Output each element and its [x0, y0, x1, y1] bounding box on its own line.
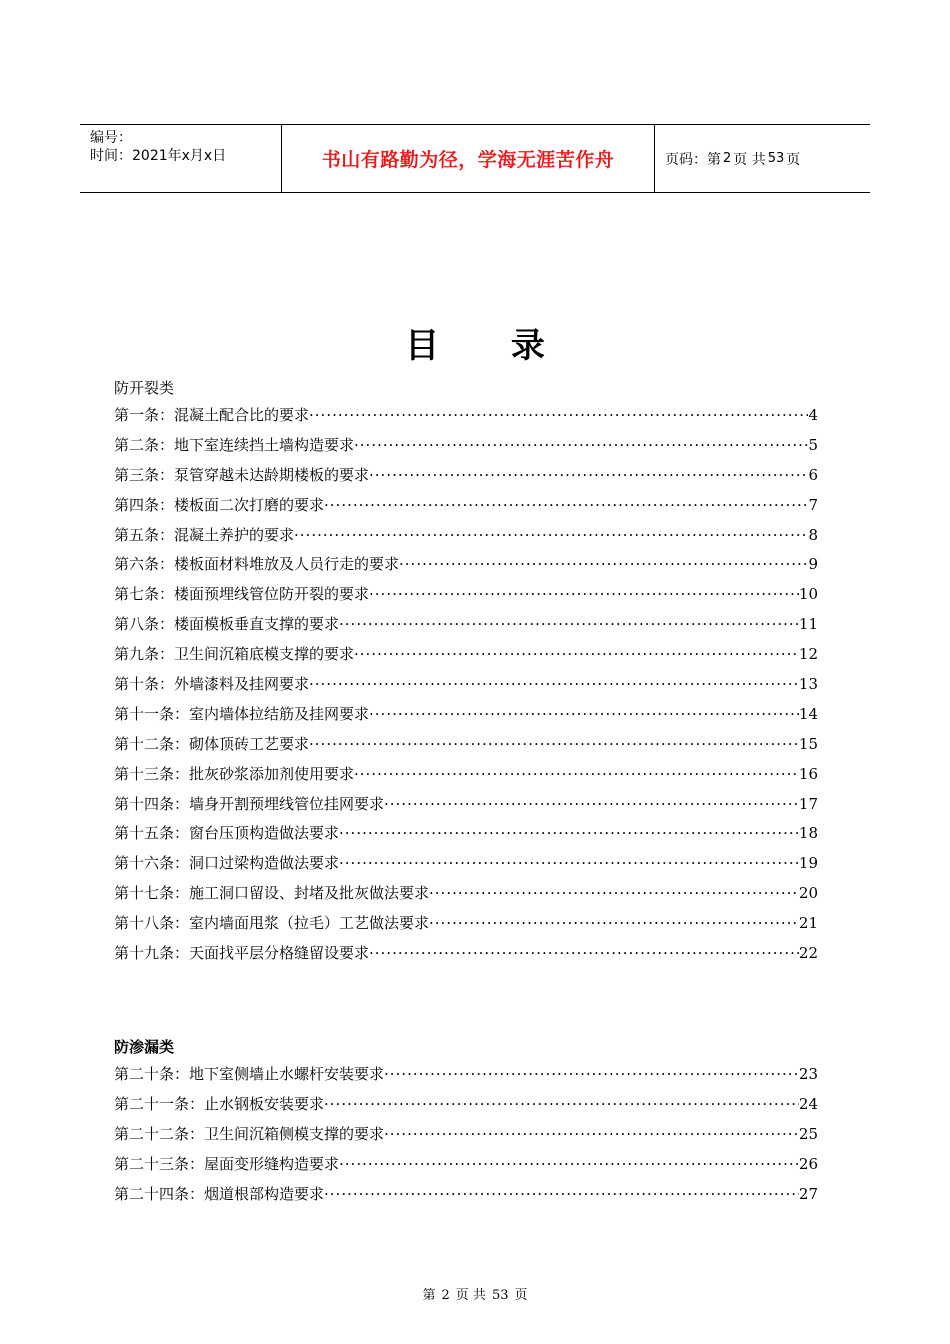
toc-leader-dots	[369, 585, 799, 603]
toc-entry-page: 18	[798, 824, 818, 843]
toc-entry-page: 26	[798, 1154, 818, 1173]
toc-entry-page: 24	[798, 1094, 818, 1113]
toc-list-crack	[114, 404, 818, 972]
toc-entry-label: 第八条：楼面模板垂直支撑的要求	[114, 615, 340, 634]
toc-entry[interactable]	[114, 1153, 818, 1183]
toc-entry-label: 第三条：泵管穿越未达龄期楼板的要求	[114, 465, 370, 484]
toc-entry[interactable]	[114, 613, 818, 643]
toc-entry-page: 20	[798, 884, 818, 903]
toc-leader-dots	[309, 735, 799, 753]
toc-entry-label: 第十五条：窗台压顶构造做法要求	[114, 824, 340, 843]
toc-entry-label: 第十四条：墙身开割预埋线管位挂网要求	[114, 794, 385, 813]
toc-entry-label: 第九条：卫生间沉箱底模支撑的要求	[114, 645, 355, 664]
toc-entry-page: 10	[798, 585, 818, 604]
toc-entry[interactable]	[114, 494, 818, 524]
toc-leader-dots	[369, 705, 799, 723]
toc-entry-page: 11	[798, 615, 818, 634]
toc-entry-page: 19	[798, 854, 818, 873]
toc-entry-label: 第七条：楼面预埋线管位防开裂的要求	[114, 585, 370, 604]
toc-entry[interactable]	[114, 434, 818, 464]
toc-leader-dots	[429, 884, 799, 902]
toc-entry[interactable]	[114, 553, 818, 583]
toc-entry[interactable]	[114, 703, 818, 733]
toc-entry-page: 8	[808, 525, 818, 544]
toc-entry[interactable]	[114, 524, 818, 554]
toc-entry-page: 22	[798, 944, 818, 963]
footer-prefix: 第	[422, 1288, 436, 1303]
toc-leader-dots	[399, 555, 808, 573]
page-current: 2	[723, 151, 732, 166]
toc-entry[interactable]	[114, 1123, 818, 1153]
toc-leader-dots	[339, 615, 799, 633]
section-heading-leak: 防渗漏类	[114, 1038, 175, 1056]
toc-leader-dots	[294, 526, 808, 544]
page-title: 目 录	[405, 326, 575, 366]
page-mid: 页 共	[733, 151, 766, 168]
toc-entry[interactable]	[114, 673, 818, 703]
header-motto: 书山有路勤为径，学海无涯苦作舟	[282, 125, 655, 192]
toc-leader-dots	[354, 436, 808, 454]
toc-entry-label: 第二条：地下室连续挡土墙构造要求	[114, 435, 355, 454]
toc-entry[interactable]	[114, 852, 818, 882]
footer-current: 2	[441, 1288, 450, 1303]
toc-entry-page: 5	[808, 435, 818, 454]
header-page-info	[655, 125, 870, 192]
toc-entry-label: 第十二条：砌体顶砖工艺要求	[114, 734, 310, 753]
page-suffix: 页	[786, 151, 801, 168]
toc-leader-dots	[369, 466, 808, 484]
toc-entry-page: 27	[798, 1184, 818, 1203]
toc-entry-label: 第二十四条：烟道根部构造要求	[114, 1184, 325, 1203]
footer-total: 53	[491, 1288, 509, 1303]
toc-list-leak	[114, 1063, 818, 1212]
toc-entry-page: 21	[798, 914, 818, 933]
number-label: 编号：	[90, 130, 132, 146]
toc-leader-dots	[429, 914, 799, 932]
toc-leader-dots	[369, 944, 799, 962]
toc-entry-label: 第十七条：施工洞口留设、封堵及批灰做法要求	[114, 884, 430, 903]
toc-leader-dots	[309, 675, 799, 693]
time-label: 时间：2021年x月x日	[90, 148, 227, 164]
toc-entry-page: 7	[808, 495, 818, 514]
toc-entry-page: 4	[808, 406, 818, 424]
toc-leader-dots	[339, 824, 799, 842]
toc-entry-page: 13	[798, 675, 818, 694]
toc-entry-page: 23	[798, 1065, 818, 1083]
toc-leader-dots	[324, 1185, 799, 1203]
toc-entry-label: 第六条：楼板面材料堆放及人员行走的要求	[114, 555, 400, 574]
toc-entry-page: 14	[798, 704, 818, 723]
toc-entry-label: 第二十三条：屋面变形缝构造要求	[114, 1154, 340, 1173]
toc-entry[interactable]	[114, 822, 818, 852]
header-meta	[80, 125, 282, 192]
toc-entry-page: 6	[808, 465, 818, 484]
toc-entry-label: 第十一条：室内墙体拉结筋及挂网要求	[114, 704, 370, 723]
toc-entry[interactable]	[114, 1063, 818, 1093]
toc-entry-label: 第二十条：地下室侧墙止水螺杆安装要求	[114, 1065, 385, 1083]
toc-entry[interactable]	[114, 1183, 818, 1213]
toc-entry[interactable]	[114, 583, 818, 613]
toc-entry-label: 第五条：混凝土养护的要求	[114, 525, 295, 544]
toc-entry-page: 15	[798, 734, 818, 753]
toc-entry-page: 12	[798, 645, 818, 664]
toc-entry-label: 第十九条：天面找平层分格缝留设要求	[114, 944, 370, 963]
toc-leader-dots	[354, 765, 799, 783]
page-footer	[0, 1284, 950, 1303]
toc-leader-dots	[309, 406, 808, 424]
toc-entry[interactable]	[114, 942, 818, 972]
toc-entry-label: 第一条：混凝土配合比的要求	[114, 406, 310, 424]
toc-entry[interactable]	[114, 763, 818, 793]
toc-leader-dots	[339, 1155, 799, 1173]
toc-entry-label: 第十六条：洞口过梁构造做法要求	[114, 854, 340, 873]
page-total: 53	[767, 151, 785, 166]
toc-entry-page: 25	[798, 1124, 818, 1143]
toc-entry[interactable]	[114, 733, 818, 763]
toc-leader-dots	[384, 795, 799, 813]
toc-leader-dots	[339, 854, 799, 872]
toc-entry[interactable]	[114, 404, 818, 434]
toc-entry-page: 17	[798, 794, 818, 813]
toc-entry-label: 第二十一条：止水钢板安装要求	[114, 1094, 325, 1113]
footer-suffix: 页	[514, 1288, 528, 1303]
section-heading-crack: 防开裂类	[114, 379, 175, 397]
toc-entry-label: 第十八条：室内墙面甩浆（拉毛）工艺做法要求	[114, 914, 430, 933]
toc-entry[interactable]	[114, 1093, 818, 1123]
toc-leader-dots	[354, 645, 799, 663]
toc-entry-page: 9	[808, 555, 818, 574]
toc-leader-dots	[324, 496, 808, 514]
toc-entry-label: 第四条：楼板面二次打磨的要求	[114, 495, 325, 514]
toc-entry-label: 第二十二条：卫生间沉箱侧模支撑的要求	[114, 1124, 385, 1143]
toc-leader-dots	[384, 1125, 799, 1143]
toc-entry-label: 第十条：外墙漆料及挂网要求	[114, 675, 310, 694]
toc-entry[interactable]	[114, 793, 818, 823]
page-prefix: 页码：第	[665, 151, 721, 168]
toc-entry[interactable]	[114, 464, 818, 494]
toc-entry-label: 第十三条：批灰砂浆添加剂使用要求	[114, 764, 355, 783]
footer-mid: 页 共	[455, 1288, 486, 1303]
toc-entry[interactable]	[114, 912, 818, 942]
toc-leader-dots	[324, 1095, 799, 1113]
toc-entry[interactable]	[114, 882, 818, 912]
toc-entry-page: 16	[798, 764, 818, 783]
toc-entry[interactable]	[114, 643, 818, 673]
header-table	[80, 124, 870, 193]
toc-leader-dots	[384, 1065, 799, 1083]
